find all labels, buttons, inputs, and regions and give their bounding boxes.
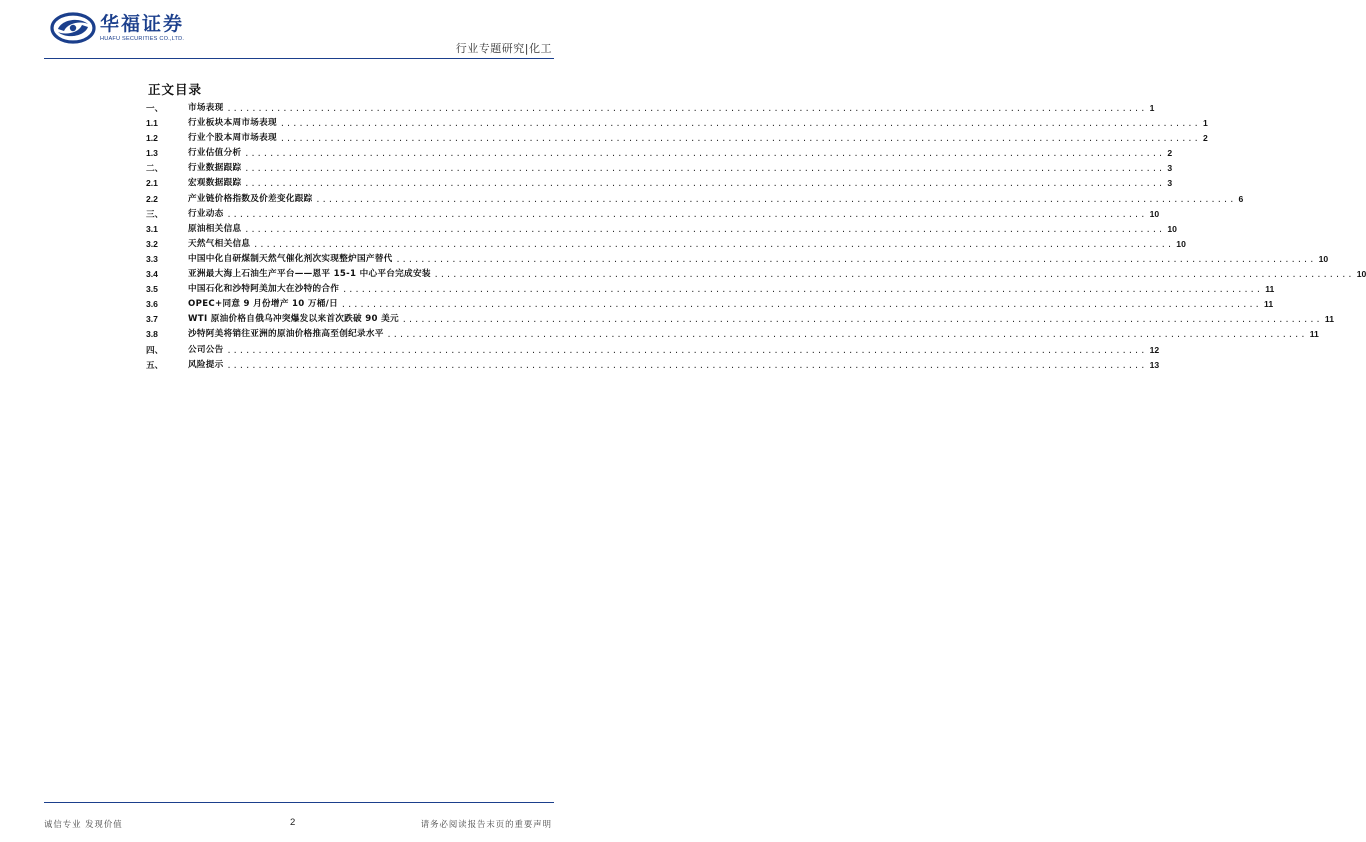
toc-leader-dots: .................................................................................................................................................... — [244, 179, 1165, 189]
toc-entry-label: 产业链价格指数及价差变化跟踪 — [188, 193, 313, 204]
toc-leader-dots: .................................................................................................................................................... — [244, 224, 1165, 234]
toc-entry-label: 沙特阿美将销往亚洲的原油价格推高至创纪录水平 — [188, 329, 384, 340]
logo-chinese-name: 华福证券 — [100, 13, 185, 35]
toc-leader-dots: .................................................................................................................................................... — [342, 285, 1263, 295]
toc-entry-number: 3.6 — [146, 299, 158, 310]
toc-entry-page: 3 — [1167, 163, 1173, 174]
page-header — [0, 0, 596, 60]
toc-entry-label: 宏观数据跟踪 — [188, 178, 242, 189]
toc-entry-number: 二、 — [146, 163, 164, 174]
toc-entry[interactable] — [146, 176, 1173, 191]
table-of-contents — [146, 101, 1366, 373]
toc-leader-dots: .................................................................................................................................................... — [226, 345, 1147, 355]
toc-entry-label: 风险提示 — [188, 359, 224, 370]
toc-entry[interactable] — [146, 267, 1366, 282]
toc-entry-page: 10 — [1167, 223, 1177, 234]
header-divider — [44, 58, 554, 59]
toc-entry-page: 1 — [1149, 103, 1155, 113]
toc-entry-number: 五、 — [146, 359, 164, 370]
toc-entry-label: 行业动态 — [188, 208, 224, 219]
toc-entry-number: 1.1 — [146, 118, 158, 129]
toc-entry-page: 1 — [1202, 118, 1208, 129]
footer-disclaimer: 请务必阅读报告末页的重要声明 — [420, 819, 552, 829]
toc-entry-page: 10 — [1356, 269, 1366, 280]
toc-entry-label: 市场表现 — [188, 103, 224, 113]
toc-title: 正文目录 — [148, 82, 203, 97]
toc-entry[interactable] — [146, 101, 1155, 116]
toc-entry-label: 原油相关信息 — [188, 223, 242, 234]
toc-entry[interactable] — [146, 297, 1274, 312]
logo-english-name: HUAFU SECURITIES CO.,LTD. — [100, 36, 185, 42]
toc-entry-page: 2 — [1167, 148, 1173, 159]
report-type: 行业专题研究|化工 — [455, 42, 552, 55]
toc-entry-label: 亚洲最大海上石油生产平台——恩平 15-1 中心平台完成安装 — [188, 269, 431, 280]
toc-entry[interactable] — [146, 282, 1275, 297]
toc-entry-page: 11 — [1324, 314, 1334, 325]
toc-entry[interactable] — [146, 343, 1160, 358]
toc-entry-page: 10 — [1176, 238, 1186, 249]
toc-entry[interactable] — [146, 131, 1208, 146]
toc-entry-page: 11 — [1309, 329, 1319, 340]
toc-entry-label: OPEC+同意 9 月份增产 10 万桶/日 — [188, 299, 338, 310]
toc-entry-page: 10 — [1149, 208, 1160, 219]
toc-entry[interactable] — [146, 237, 1186, 252]
toc-entry-label: 天然气相关信息 — [188, 238, 251, 249]
toc-leader-dots: .................................................................................................................................................... — [433, 270, 1354, 280]
toc-entry[interactable] — [146, 207, 1160, 222]
toc-entry-label: 公司公告 — [188, 344, 224, 355]
footer-divider — [44, 802, 554, 803]
toc-entry-label: 中国石化和沙特阿美加大在沙特的合作 — [188, 284, 340, 295]
toc-entry[interactable] — [146, 116, 1208, 131]
toc-entry-number: 1.2 — [146, 133, 158, 144]
toc-entry-label: WTI 原油价格自俄乌冲突爆发以来首次跌破 90 美元 — [188, 314, 399, 325]
toc-entry-page: 3 — [1167, 178, 1173, 189]
toc-entry-number: 3.1 — [146, 223, 158, 234]
toc-leader-dots: .................................................................................................................................................... — [401, 315, 1322, 325]
footer-slogan: 诚信专业 发现价值 — [44, 819, 123, 829]
toc-entry[interactable] — [146, 252, 1329, 267]
toc-leader-dots: .................................................................................................................................................... — [226, 360, 1147, 370]
huafu-logo-icon — [50, 12, 96, 44]
toc-entry[interactable] — [146, 146, 1173, 161]
toc-entry-number: 3.3 — [146, 253, 158, 264]
toc-entry-page: 11 — [1264, 299, 1274, 310]
toc-entry-page: 11 — [1265, 284, 1275, 295]
toc-leader-dots: .................................................................................................................................................... — [340, 300, 1262, 310]
toc-entry-label: 行业个股本周市场表现 — [188, 133, 277, 144]
toc-entry-page: 13 — [1149, 359, 1160, 370]
toc-leader-dots: .................................................................................................................................................... — [386, 330, 1307, 340]
toc-entry-page: 10 — [1318, 253, 1329, 264]
toc-entry-number: 3.5 — [146, 284, 158, 295]
toc-entry[interactable] — [146, 192, 1244, 207]
toc-entry-number: 三、 — [146, 208, 164, 219]
toc-entry-number: 2.1 — [146, 178, 158, 189]
toc-entry-label: 行业数据跟踪 — [188, 163, 242, 174]
toc-entry[interactable] — [146, 327, 1319, 342]
toc-entry-page: 12 — [1149, 344, 1160, 355]
toc-entry-page: 6 — [1238, 193, 1244, 204]
toc-entry-number: 一、 — [146, 103, 164, 113]
toc-entry[interactable] — [146, 222, 1177, 237]
toc-leader-dots: .................................................................................................................................................... — [315, 194, 1236, 204]
toc-entry[interactable] — [146, 161, 1173, 176]
company-logo — [50, 12, 184, 44]
toc-entry-label: 行业估值分析 — [188, 148, 242, 159]
toc-leader-dots: .................................................................................................................................................... — [395, 254, 1316, 264]
toc-entry[interactable] — [146, 312, 1334, 327]
toc-entry-number: 1.3 — [146, 148, 158, 159]
toc-entry-page: 2 — [1202, 133, 1208, 144]
toc-leader-dots: .................................................................................................................................................... — [226, 104, 1147, 113]
toc-leader-dots: .................................................................................................................................................... — [253, 239, 1174, 249]
toc-entry-number: 四、 — [146, 344, 164, 355]
toc-leader-dots: .................................................................................................................................................... — [226, 209, 1147, 219]
toc-entry-number: 3.8 — [146, 329, 158, 340]
toc-leader-dots: .................................................................................................................................................... — [244, 164, 1165, 174]
toc-leader-dots: .................................................................................................................................................... — [279, 119, 1200, 129]
toc-entry-number: 3.7 — [146, 314, 158, 325]
toc-entry[interactable] — [146, 358, 1160, 373]
toc-leader-dots: .................................................................................................................................................... — [279, 134, 1200, 144]
toc-leader-dots: .................................................................................................................................................... — [244, 149, 1165, 159]
toc-entry-number: 3.2 — [146, 238, 158, 249]
page-number: 2 — [290, 817, 296, 828]
toc-entry-number: 3.4 — [146, 269, 158, 280]
toc-entry-label: 行业板块本周市场表现 — [188, 118, 277, 129]
toc-entry-number: 2.2 — [146, 193, 158, 204]
toc-entry-label: 中国中化自研煤制天然气催化剂次实现整炉国产替代 — [188, 253, 393, 264]
